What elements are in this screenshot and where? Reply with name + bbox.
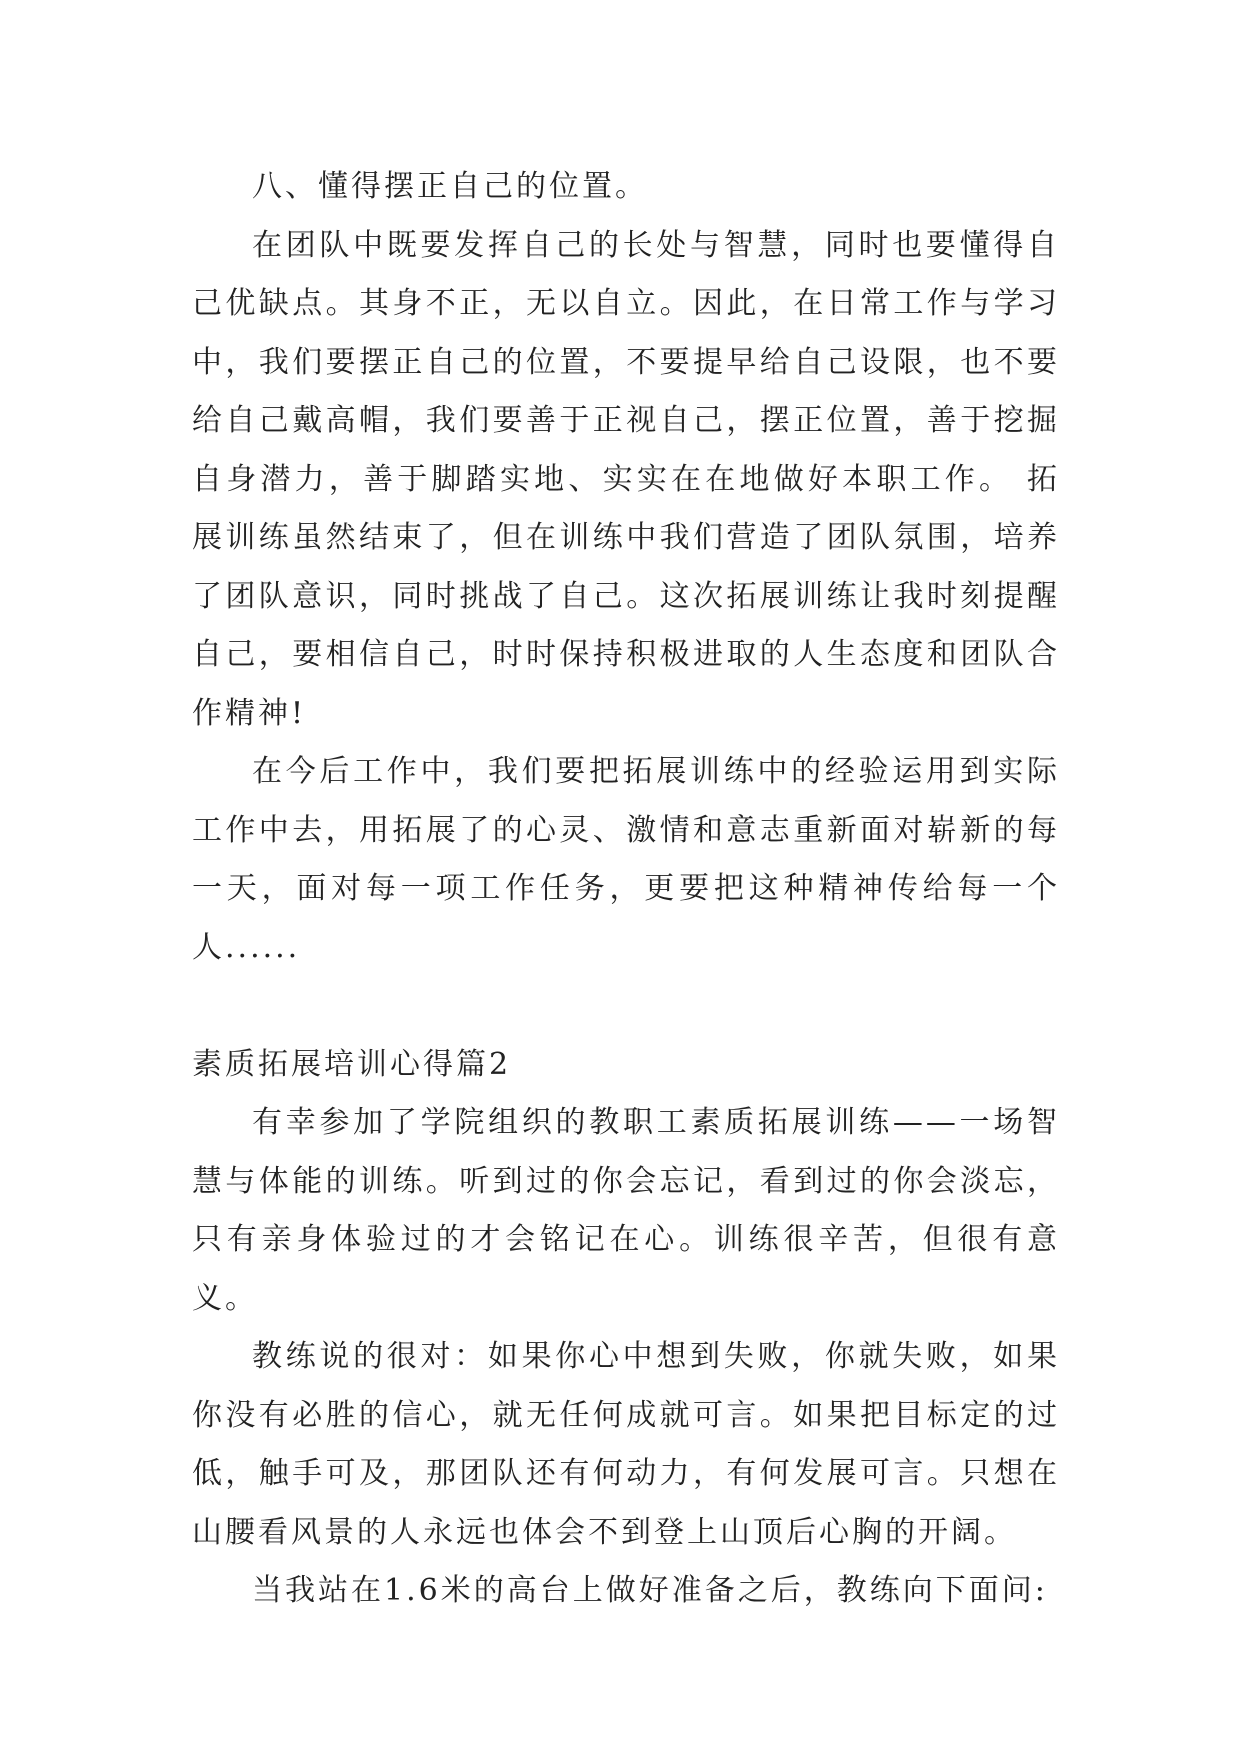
paragraph-coach: 教练说的很对：如果你心中想到失败，你就失败，如果你没有必胜的信心，就无任何成就可言。如果把目标定的过低，触手可及，那团队还有何动力，有何发展可言。只想在山腰看风景的人永远也体会不到登上山顶后心胸的开阔。 (192, 1339, 1060, 1550)
paragraph-position: 在团队中既要发挥自己的长处与智慧，同时也要懂得自己优缺点。其身不正，无以自立。因此，在日常工作与学习中，我们要摆正自己的位置，不要提早给自己设限，也不要给自己戴高帽，我们要善于正视自己，摆正位置，善于挖掘自身潜力，善于脚踏实地、实实在在地做好本职工作。 拓展训练虽然结束了，但在训练中我们营造了团队氛围，培养了团队意识，同时挑战了自己。这次拓展训练让我时刻提醒自己，要相信自己，时时保持积极进取的人生态度和团队合作精神! (192, 227, 1060, 731)
document-body (192, 158, 1060, 1621)
blank-line (192, 977, 1060, 1036)
paragraph-platform: 当我站在1.6米的高台上做好准备之后，教练向下面问: (252, 1573, 1048, 1608)
section-heading-8: 八、懂得摆正自己的位置。 (252, 169, 648, 204)
paragraph-intro: 有幸参加了学院组织的教职工素质拓展训练——一场智慧与体能的训练。听到过的你会忘记，看到过的你会淡忘，只有亲身体验过的才会铭记在心。训练很辛苦，但很有意义。 (192, 1105, 1060, 1316)
paragraph-future-work: 在今后工作中，我们要把拓展训练中的经验运用到实际工作中去，用拓展了的心灵、激情和意志重新面对崭新的每一天，面对每一项工作任务，更要把这种精神传给每一个人...... (192, 754, 1060, 965)
section-title: 素质拓展培训心得篇2 (192, 1046, 512, 1082)
